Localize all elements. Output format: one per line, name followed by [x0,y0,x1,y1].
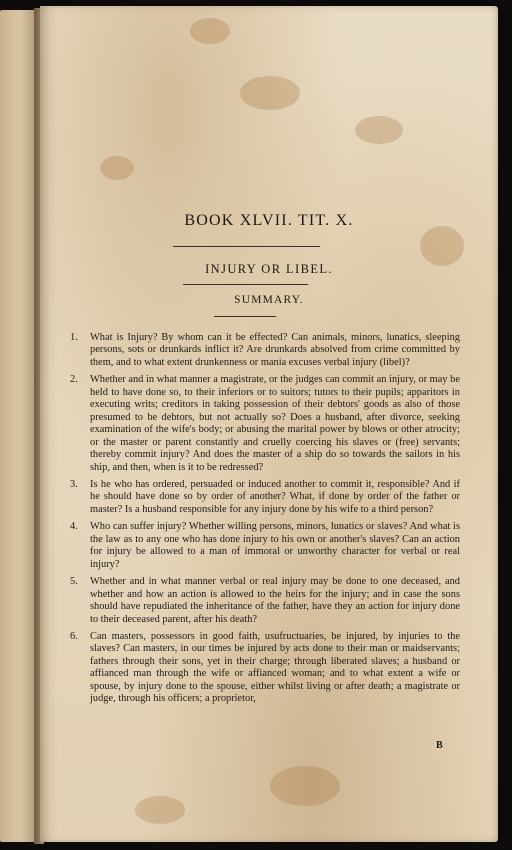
foxing-stain [420,226,464,266]
entry-number: 4. [70,521,78,533]
foxing-stain [240,76,300,110]
title-rule [173,246,320,247]
section-title: INJURY OR LIBEL. [205,262,333,276]
foxing-stain [355,116,403,144]
summary-rule [214,316,276,317]
summary-entry [68,374,460,474]
foxing-stain [135,796,185,824]
signature-mark: B [436,740,443,751]
book-title: BOOK XLVII. TIT. X. [184,212,354,229]
entry-number: 1. [70,332,78,343]
foxing-stain [100,156,134,180]
section-rule [183,284,308,285]
entry-number: 5. [70,576,78,588]
entry-text: Who can suffer injury? Whether willing persons, minors, lunatics or slaves? And what is the law as to any one who has done injury to his own or another's slaves? Can an action for injury be allowed to a man of immoral or unworthy character for verbal or real injury? [90,521,460,570]
summary-entry [68,332,460,369]
foxing-stain [270,766,340,806]
entry-text: Whether and in what manner a magistrate, or the judges can commit an injury, or may be held to have done so, to their inferiors or to suitors; tutors to their pupils; apparitors in executing writs; creditors in taking possession of their debtors' goods as also of those presumed to be debtors, but not actually so? Does a husband, after divorce, seeking examination of the wife's body; or abusing the marital power by blows or other atrocity; or the master or parent constantly and cruelly coercing his slaves or (free) servants; thereby commit injury? And does the master of a ship do so towards the sailors in his ship, and then, when is it to be redressed? [90,374,460,473]
entry-text: What is Injury? By whom can it be effected? Can animals, minors, lunatics, sleeping persons, sots or drunkards inflict it? Are drunkards absolved from crime committed by them, and to what extent drunkenness or mania excuses verbal injury (libel)? [90,332,460,368]
entry-text: Can masters, possessors in good faith, usufructuaries, be injured, by injuries to the slaves? Can masters, in our times be injured by acts done to their man or maidservants; fathers through their sons, yet in their charge; through liberated slaves; a husband or affianced man through the wife or affianced woman; and to what extent a wife or spouse, by injury done to the spouse, either whilst living or after death; a magistrate or judge, through his officers; a proprietor, [90,630,460,705]
summary-entry [68,479,460,516]
book-page [40,6,498,842]
entry-text: Is he who has ordered, persuaded or induced another to commit it, responsible? And if he should have done so by order of another? What, if done by order of the father or master? Is a husband responsible for any injury done by his wife to a third person? [90,478,460,515]
entry-number: 6. [70,630,78,642]
entry-number: 2. [70,374,78,386]
summary-entry [68,631,460,706]
summary-entries [68,332,460,711]
left-page-edge [0,10,36,842]
entry-number: 3. [70,478,78,490]
entry-text: Whether and in what manner verbal or real injury may be done to one deceased, and whether and how an action is allowed to the heirs for the injury; and in case the sons should have repudiated the inheritance of the father, have they an action for injury done to their deceased parent, after his death? [90,576,460,625]
summary-title: SUMMARY. [234,294,304,306]
summary-entry [68,576,460,626]
foxing-stain [190,18,230,44]
summary-entry [68,521,460,571]
